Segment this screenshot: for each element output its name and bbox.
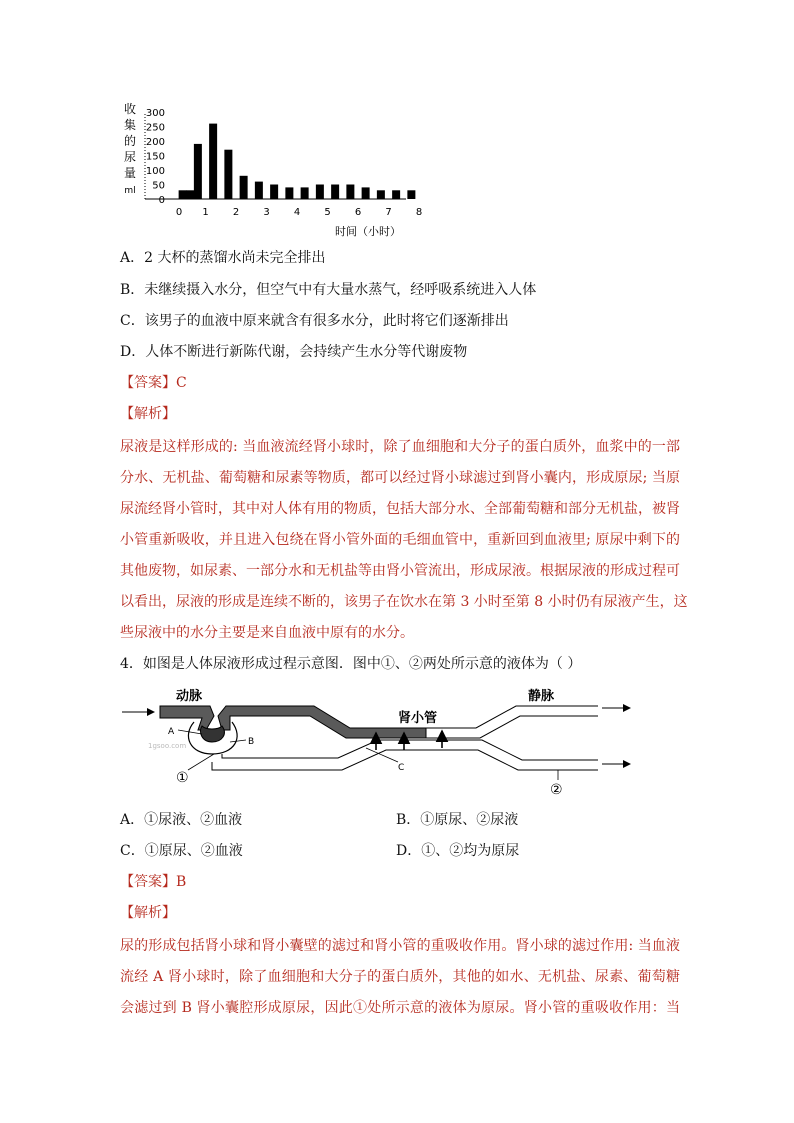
q3-analysis-line: 些尿液中的水分主要是来自血液中原有的水分。 (120, 625, 414, 641)
bar (346, 185, 354, 200)
y-tick-label: 0 (158, 195, 165, 206)
label-b: B (248, 737, 255, 747)
q3-option-a: A．2 大杯的蒸馏水尚未完全排出 (120, 250, 326, 266)
x-tick-labels (176, 207, 422, 218)
bar (362, 187, 370, 199)
x-tick-label: 6 (354, 207, 362, 218)
label-c: C (398, 763, 405, 773)
x-tick-label: 4 (293, 207, 301, 218)
q3-answer: 【答案】C (120, 375, 187, 391)
q4-analysis-line: 会滤过到 B 肾小囊腔形成原尿，因此①处所示意的液体为原尿。肾小管的重吸收作用：当 (120, 1000, 680, 1016)
q3-analysis-label: 【解析】 (120, 406, 176, 422)
bars (179, 124, 416, 199)
glomerulus (200, 726, 224, 742)
q4-option-c: C．①原尿、②血液 (120, 843, 243, 859)
label-1-leader (188, 754, 214, 770)
bar (179, 190, 187, 199)
x-tick-label: 1 (202, 207, 209, 218)
q3-analysis-line: 尿液是这样形成的: 当血液流经肾小球时，除了血细胞和大分子的蛋白质外，血浆中的一部 (120, 439, 680, 455)
label-a: A (168, 727, 175, 737)
bar (377, 190, 385, 199)
vein-lower-wall (426, 716, 598, 738)
watermark: 1gsoo.com (148, 742, 187, 750)
bar (270, 185, 278, 200)
bar (209, 124, 217, 199)
bar (301, 187, 309, 199)
y-tick-label: 300 (145, 108, 165, 119)
bar (392, 190, 400, 199)
q4-analysis-label: 【解析】 (120, 905, 176, 921)
x-tick-label: 3 (263, 207, 270, 218)
bar (194, 144, 202, 199)
bar (316, 185, 324, 200)
chart-canvas (118, 98, 423, 243)
bar (331, 185, 339, 200)
urine-formation-diagram (118, 686, 638, 798)
y-tick-label: 150 (145, 151, 165, 163)
q3-analysis (120, 432, 688, 649)
bar (224, 150, 232, 199)
bar (186, 190, 194, 199)
q3-option-d: D．人体不断进行新陈代谢，会持续产生水分等代谢废物 (120, 344, 468, 360)
q4-stem: 4．如图是人体尿液形成过程示意图．图中①、②两处所示意的液体为（ ） (120, 656, 582, 672)
capillary-vessel (218, 706, 426, 738)
q3-analysis-line: 以看出，尿液的形成是连续不断的，该男子在饮水在第 3 小时至第 8 小时仍有尿液产生，这 (120, 594, 688, 610)
artery-label: 动脉 (176, 689, 203, 704)
x-tick-label: 7 (385, 207, 392, 218)
y-axis-label-char: 收 (123, 102, 137, 116)
q3-analysis-line: 尿流经肾小管时，其中对人体有用的物质，包括大部分水、全部葡萄糖和部分无机盐，被肾 (120, 501, 680, 517)
x-axis-label: 时间（小时） (335, 225, 401, 238)
q3-analysis-line: 小管重新吸收，并且进入包绕在肾小管外面的毛细血管中，重新回到血液里; 原尿中剩下的 (120, 532, 680, 548)
diagram-canvas (118, 686, 638, 798)
y-tick-label: 200 (145, 137, 165, 148)
y-axis-label-char: 尿 (123, 150, 137, 164)
x-tick-label: 8 (415, 207, 423, 218)
y-tick-label: 50 (152, 180, 165, 192)
q4-analysis (120, 931, 680, 1024)
label-2: ② (550, 782, 563, 798)
y-axis-label (124, 101, 136, 196)
q4-option-d: D．①、②均为原尿 (396, 843, 520, 859)
y-axis-label-char: 的 (123, 134, 137, 148)
x-tick-label: 2 (232, 207, 240, 218)
q4-analysis-line: 尿的形成包括肾小球和肾小囊壁的滤过和肾小管的重吸收作用。肾小球的滤过作用: 当血液 (120, 938, 680, 954)
q4-option-a: A．①尿液、②血液 (120, 812, 243, 828)
bar (240, 176, 248, 199)
label-b-leader (230, 740, 246, 742)
q4-option-b: B．①原尿、②尿液 (396, 812, 519, 828)
urine-volume-chart (118, 98, 423, 243)
tubule-label: 肾小管 (398, 711, 438, 726)
bar (255, 182, 263, 199)
q3-analysis-line: 其他废物，如尿素、一部分水和无机盐等由肾小管流出，形成尿液。根据尿液的形成过程可 (120, 563, 680, 579)
y-tick-labels (146, 108, 165, 206)
bar (407, 190, 415, 199)
q4-analysis-line: 流经 A 肾小球时，除了血细胞和大分子的蛋白质外，其他的如水、无机盐、尿素、葡萄糖 (120, 969, 680, 985)
q4-answer: 【答案】B (120, 874, 187, 890)
bar (285, 187, 293, 199)
q3-option-c: C．该男子的血液中原来就含有很多水分，此时将它们逐渐排出 (120, 313, 509, 329)
q3-option-b: B．未继续摄入水分，但空气中有大量水蒸气，经呼吸系统进入人体 (120, 282, 537, 298)
vein-label: 静脉 (528, 689, 555, 704)
q3-analysis-line: 分水、无机盐、葡萄糖和尿素等物质，都可以经过肾小球滤过到肾小囊内，形成原尿; 当原 (120, 470, 680, 486)
label-1: ① (176, 770, 189, 786)
y-axis-label-char: 集 (123, 118, 137, 132)
x-tick-label: 5 (324, 207, 331, 218)
vein-upper-wall (426, 706, 598, 728)
y-tick-label: 250 (145, 122, 165, 134)
y-axis-label-char: ml (124, 186, 136, 196)
y-axis-label-char: 量 (123, 166, 137, 180)
label-a-leader (178, 730, 202, 734)
y-tick-label: 100 (145, 166, 165, 177)
x-tick-label: 0 (175, 207, 183, 218)
